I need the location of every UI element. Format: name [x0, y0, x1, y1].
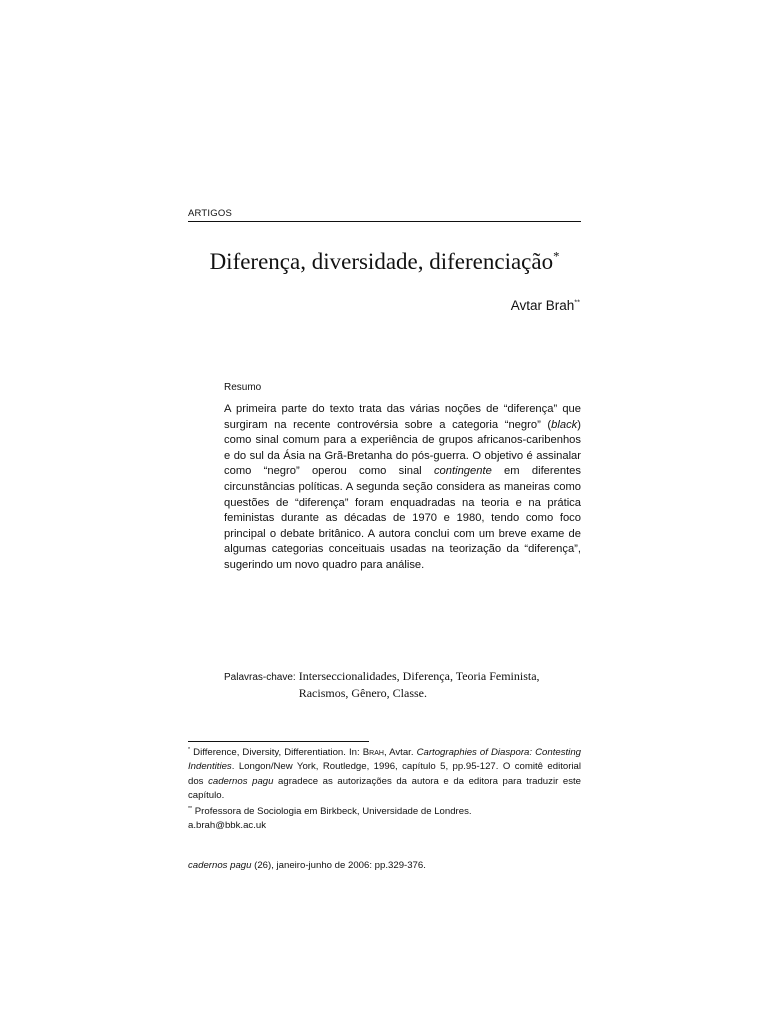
keywords-label: Palavras-chave:	[224, 672, 296, 683]
keywords	[224, 668, 581, 702]
journal-details: (26), janeiro-junho de 2006: pp.329-376.	[251, 860, 426, 871]
footnote-2-text: Professora de Sociologia em Birkbeck, Universidade de Londres.	[192, 806, 472, 817]
author-name	[188, 298, 580, 313]
abstract-text	[224, 402, 581, 574]
footnote-1-author: Brah	[362, 747, 384, 758]
keywords-values: Interseccionalidades, Diferença, Teoria Feminista, Racismos, Gênero, Classe.	[298, 669, 540, 700]
article-title	[188, 249, 581, 275]
title-text: Diferença, diversidade, diferenciação	[209, 249, 554, 274]
footnote-1-mark: *	[188, 746, 191, 753]
footnote-1	[188, 746, 581, 804]
footnote-2	[188, 805, 581, 834]
abstract-part-2: ) como sinal comum para a experiência de grupos africanos-caribenhos e do sul da Ásia na Grã-Bretanha do pós-guerra. O objetivo é assinalar como “negro” operou como sinal	[224, 418, 581, 478]
footnote-1-part-4: agradece as autorizações da autora e da editora para traduzir este capítulo.	[188, 775, 581, 802]
footnote-1-part-1: Difference, Diversity, Differentiation. In:	[190, 747, 363, 758]
journal-citation	[188, 860, 426, 871]
journal-name: cadernos pagu	[188, 860, 252, 871]
title-footnote-mark: *	[553, 249, 560, 264]
section-label: ARTIGOS	[188, 208, 581, 222]
abstract-heading: Resumo	[224, 382, 262, 393]
footnote-1-part-2: , Avtar.	[383, 747, 417, 758]
abstract-part-3: em diferentes circunstâncias políticas. A segunda seção considera as maneiras como questões de “diferença” foram enquadradas na teoria e na prática feministas durante as décadas de 1970 e 1980, tendo como foco principal o debate britânico. A autora conclui com um breve exame de algumas categorias conceituais usadas na teorização da “diferença”, sugerindo um novo quadro para análise.	[224, 465, 581, 571]
footnote-2-mark: **	[188, 805, 193, 812]
footnote-1-journal: cadernos pagu	[208, 775, 274, 787]
author-footnote-mark: **	[574, 297, 580, 307]
abstract-term-contingent: contingente	[433, 465, 492, 478]
footnote-divider	[188, 741, 369, 742]
footnote-1-book-title: Cartographies of Diaspora: Contesting Indentities	[188, 747, 581, 773]
abstract-term-black: black	[551, 418, 578, 431]
footnote-1-part-3: . Longon/New York, Routledge, 1996, capítulo 5, pp.95-127. O comitê editorial dos	[188, 761, 581, 787]
author-text: Avtar Brah	[510, 298, 575, 313]
author-email: a.brah@bbk.ac.uk	[188, 820, 267, 832]
abstract-part-1: A primeira parte do texto trata das várias noções de “diferença” que surgiram na recente controvérsia sobre a categoria “negro” (	[224, 403, 581, 431]
